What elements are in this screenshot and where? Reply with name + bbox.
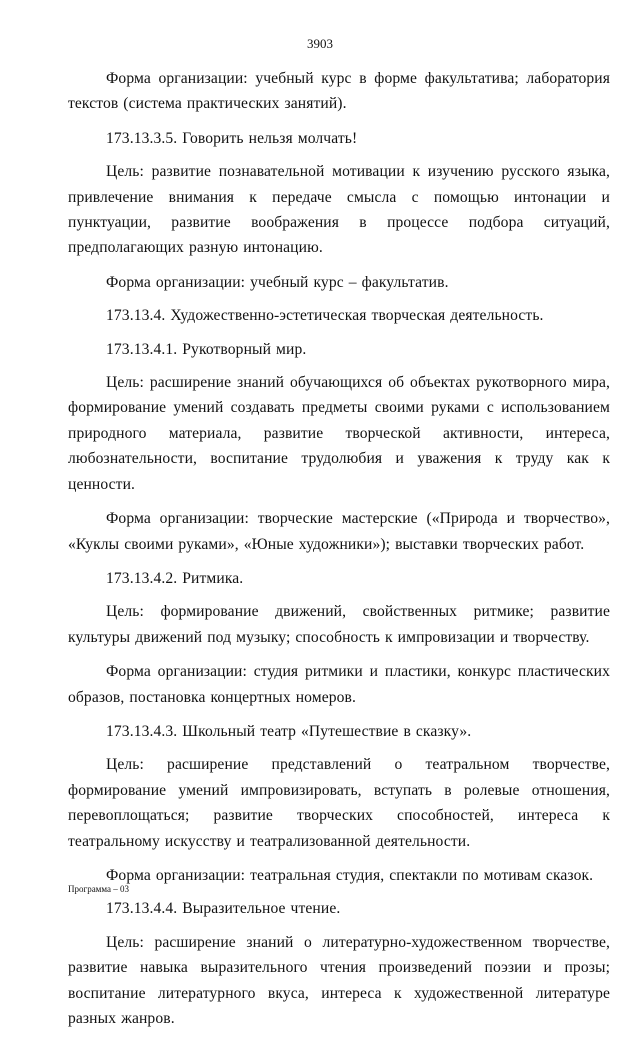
page-footer: Программа – 03 [68,884,130,894]
paragraph-form-lab: Форма организации: учебный курс в форме факультатива; лаборатория текстов (система практических занятий). [68,70,610,113]
paragraph-goal-4-3: Цель: расширение представлений о театральном творчестве, формирование умений импровизировать, вступать в ролевые отношения, перевоплощаться; развитие творческих способностей, интереса к театральному искусству и театрализованной деятельности. [68,756,610,850]
paragraph-form-4-1: Форма организации: творческие мастерские («Природа и творчество», «Куклы своими руками», «Юные художники»); выставки творческих работ. [68,510,610,553]
section-heading-3-5: 173.13.3.5. Говорить нельзя молчать! [106,129,358,147]
section-heading-4-4: 173.13.4.4. Выразительное чтение. [106,900,341,918]
section-heading-4-3: 173.13.4.3. Школьный театр «Путешествие в сказку». [106,722,472,740]
paragraph-goal-4-1: Цель: расширение знаний обучающихся об объектах рукотворного мира, формирование умений создавать предметы своими руками с использованием природного материала, развитие творческой активности, интереса, любознательности, воспитание трудолюбия и уважения к труду как к ценности. [68,374,610,493]
paragraph-goal-4-4: Цель: расширение знаний о литературно-художественном творчестве, развитие навыка выразительного чтения произведений поэзии и прозы; воспитание литературного вкуса, интереса к художественной литературе разных жанров. [68,933,610,1027]
document-body [68,66,610,1040]
paragraph-goal-3-5: Цель: развитие познавательной мотивации к изучению русского языка, привлечение внимания к передаче смысла с помощью интонации и пунктуации, развитие воображения в процессе подбора ситуаций, предполагающих разную интонацию. [68,163,610,257]
page-number: 3903 [307,36,333,51]
paragraph-form-3-5: Форма организации: учебный курс – факультатив. [106,273,449,291]
paragraph-goal-4-2: Цель: формирование движений, свойственных ритмике; развитие культуры движений под музыку; способность к импровизации и творчеству. [68,603,610,646]
paragraph-form-4-2: Форма организации: студия ритмики и пластики, конкурс пластических образов, постановка концертных номеров. [68,663,610,706]
section-heading-4-1: 173.13.4.1. Рукотворный мир. [106,340,307,358]
section-heading-4: 173.13.4. Художественно-эстетическая творческая деятельность. [106,307,544,325]
paragraph-form-4-3: Форма организации: театральная студия, спектакли по мотивам сказок. [106,866,594,884]
section-heading-4-2: 173.13.4.2. Ритмика. [106,569,244,587]
